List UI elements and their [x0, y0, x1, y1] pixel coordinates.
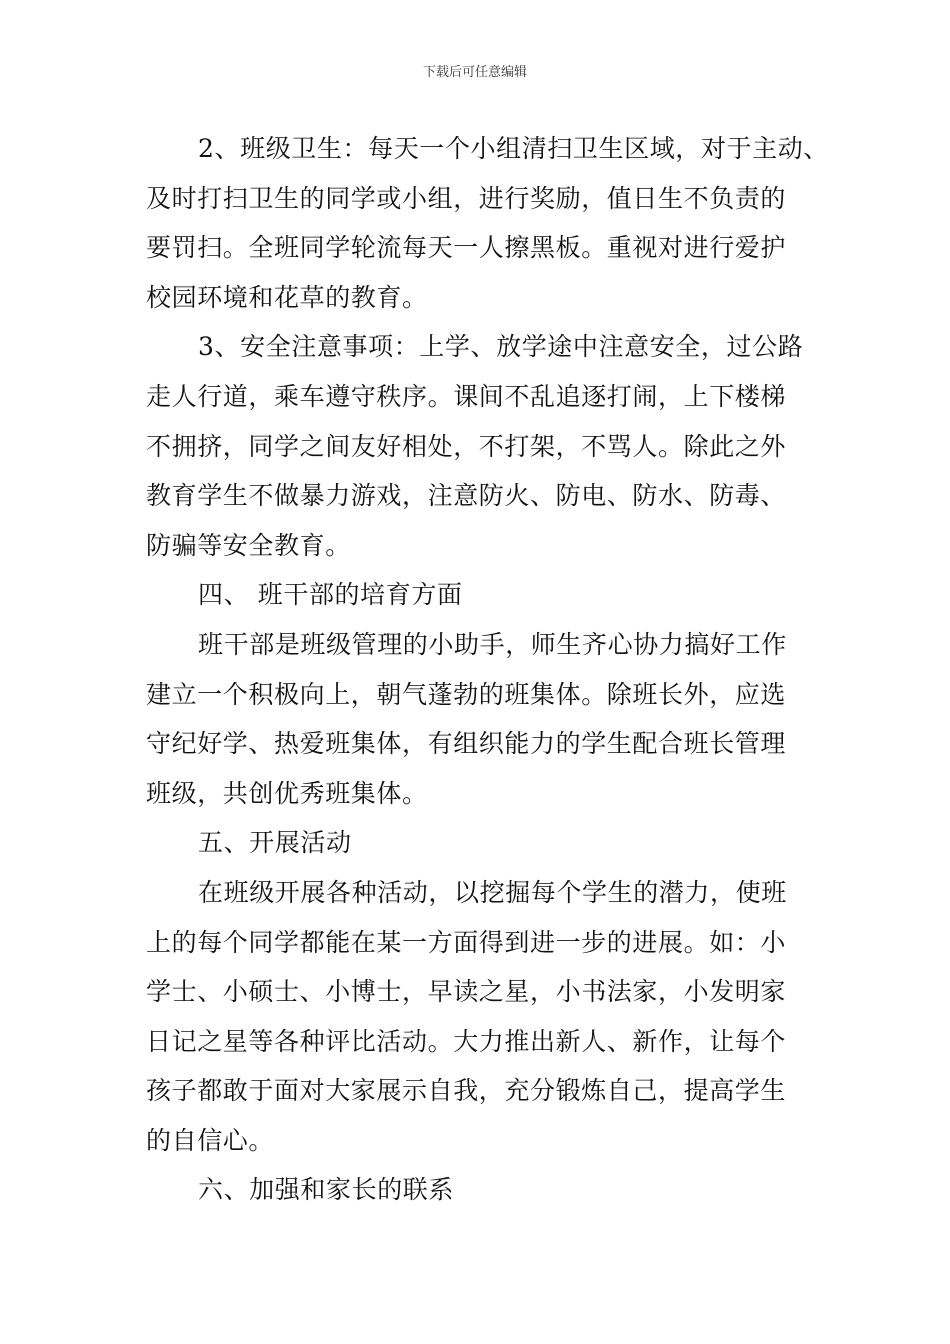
paragraph-line: 2、班级卫生：每天一个小组清扫卫生区域，对于主动、	[198, 134, 829, 163]
paragraph-line: 学士、小硕士、小博士，早读之星，小书法家，小发明家	[146, 977, 787, 1007]
paragraph-line: 守纪好学、热爱班集体，有组织能力的学生配合班长管理	[146, 729, 787, 759]
paragraph-line: 建立一个积极向上，朝气蓬勃的班集体。除班长外，应选	[146, 679, 787, 709]
paragraph-line: 的自信心。	[146, 1125, 275, 1155]
page-header: 下载后可任意编辑	[422, 65, 527, 80]
paragraph-line: 班级，共创优秀班集体。	[146, 778, 428, 808]
paragraph-line: 及时打扫卫生的同学或小组，进行奖励，值日生不负责的	[146, 183, 787, 213]
paragraph-line: 孩子都敢于面对大家展示自我，充分锻炼自己，提高学生	[146, 1076, 787, 1106]
paragraph-line: 3、安全注意事项：上学、放学途中注意安全，过公路	[198, 332, 804, 362]
paragraph-line: 上的每个同学都能在某一方面得到进一步的进展。如：小	[146, 927, 787, 957]
paragraph-line: 走人行道，乘车遵守秩序。课间不乱追逐打闹，上下楼梯	[146, 381, 787, 411]
section-heading: 六、加强和家长的联系	[198, 1175, 455, 1205]
paragraph-line: 班干部是班级管理的小助手，师生齐心协力搞好工作	[198, 629, 787, 659]
section-heading: 五、开展活动	[198, 828, 352, 858]
paragraph-line: 要罚扫。全班同学轮流每天一人擦黑板。重视对进行爱护	[146, 233, 787, 263]
paragraph-line: 教育学生不做暴力游戏，注意防火、防电、防水、防毒、	[146, 481, 787, 511]
section-heading: 四、 班干部的培育方面	[198, 580, 463, 610]
paragraph-line: 不拥挤，同学之间友好相处，不打架，不骂人。除此之外	[146, 431, 787, 461]
paragraph-line: 在班级开展各种活动，以挖掘每个学生的潜力，使班	[198, 877, 787, 907]
paragraph-line: 防骗等安全教育。	[146, 530, 351, 560]
paragraph-line: 日记之星等各种评比活动。大力推出新人、新作，让每个	[146, 1026, 787, 1056]
document-body	[146, 124, 829, 1215]
paragraph-line: 校园环境和花草的教育。	[146, 282, 428, 312]
